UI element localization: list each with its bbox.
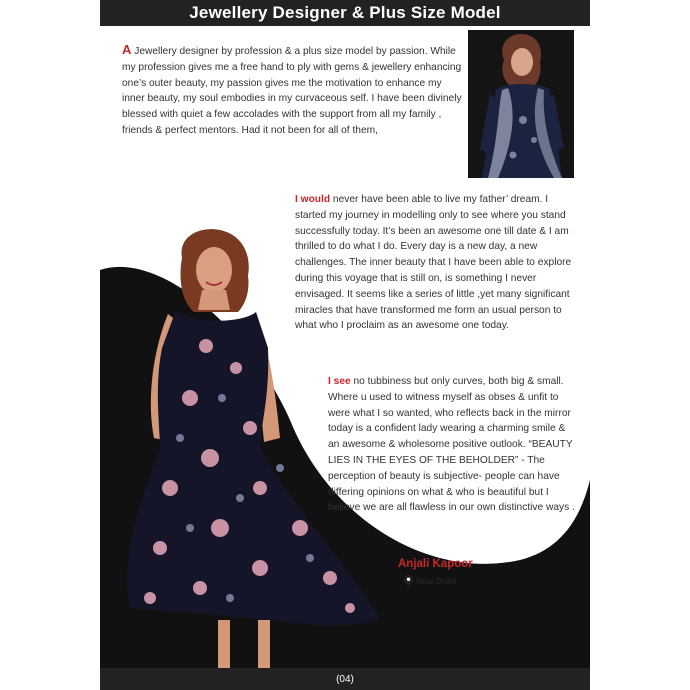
- paragraph-beauty: [328, 374, 578, 516]
- paragraph-journey-text: never have been able to live my father’ dream. I started my journey in modelling only to see where you stand successfully today. It’s been an awesome one till date & I am thrilled to do what I do. Every day is a new day, a new challenges. The inner beauty that I have been able to explore during this voyage that is still on, is something I never envisaged. It seems like a series of little ,yet many significant miracles that have transformed me form an usual person to what who I proclaim as an awesome one today.: [295, 194, 572, 332]
- magazine-page: [100, 0, 590, 690]
- page-title: Jewellery Designer & Plus Size Model: [100, 0, 590, 26]
- paragraph-intro-lead: A: [122, 42, 132, 57]
- paragraph-beauty-text: no tubbiness but only curves, both big & small. Where u used to witness myself as obses & unfit to were what I so wanted, who reflects back in the mirror today is a confident lady wearing a charming smile & an awesome & wholesome positive outlook. “BEAUTY LIES IN THE EYES OF THE BEHOLDER” - The perception of beauty is subjective- people can have differing opinions on what & who is beautiful but I believe we are all flawless in our own distinctive ways .: [328, 376, 575, 514]
- author-name: Anjali Kapoor: [398, 558, 473, 570]
- paragraph-intro-text: Jewellery designer by profession & a plus size model by passion. While my profession gives me a free hand to ply with gems & jewellery enhancing one’s outer beauty, my passion gives me the motivation to enhance my inner beauty, my soul embodies in my curvaceous self. I have been divinely blessed with quiet a few accolades with the support from all my family , friends & perfect mentors. Had it not been for all of them,: [122, 46, 462, 136]
- location-pin-icon: [404, 575, 413, 586]
- page-number: (04): [100, 668, 590, 690]
- author-location-text: New Delhi: [416, 575, 457, 586]
- author-location: [404, 575, 457, 586]
- paragraph-journey-lead: I would: [295, 194, 331, 205]
- model-photo-saree: [468, 30, 574, 178]
- paragraph-beauty-lead: I see: [328, 376, 351, 387]
- paragraph-intro: [122, 42, 462, 139]
